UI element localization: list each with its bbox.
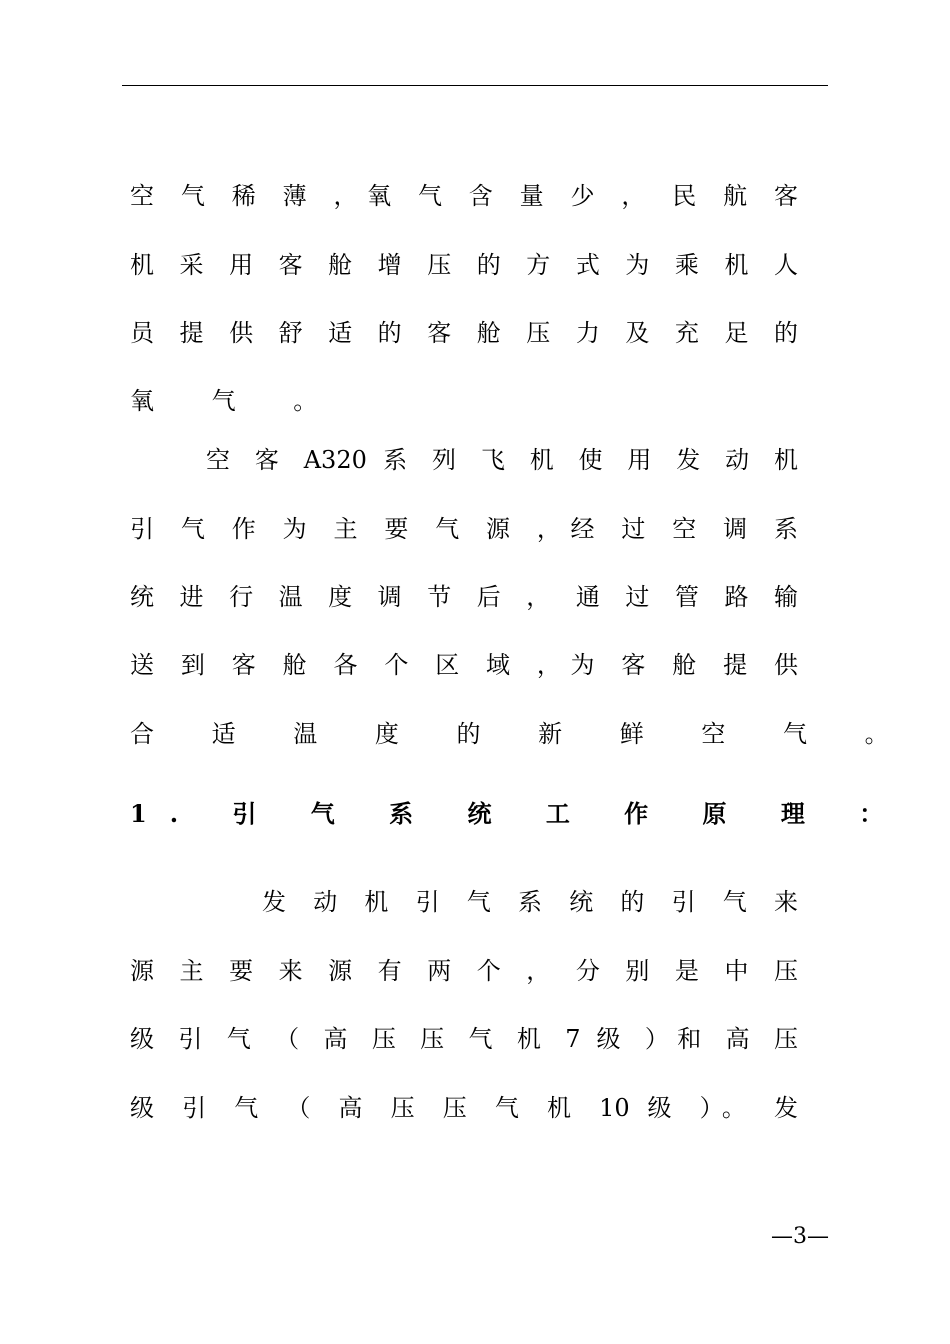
paragraph-2-line-5: 合 适 温 度 的 新 鲜 空 气 。 [130, 720, 914, 748]
paragraph-1-line-1: 空 气 稀 薄 ，氧 气 含 量 少 ， 民 航 客 [130, 182, 798, 210]
paragraph-2-line-3: 统 进 行 温 度 调 节 后 ， 通 过 管 路 输 [130, 583, 798, 611]
section-1-line-3: 级 引 气 （ 高 压 压 气 机 7 级 ）和 高 压 [130, 1025, 798, 1053]
paragraph-1-line-3: 员 提 供 舒 适 的 客 舱 压 力 及 充 足 的 [130, 319, 798, 347]
paragraph-1-line-4: 氧 气 。 [130, 387, 343, 415]
section-1-line-2: 源 主 要 来 源 有 两 个 ， 分 别 是 中 压 [130, 957, 798, 985]
section-1-line-4: 级 引 气 （ 高 压 压 气 机 10 级 ）。 发 [130, 1094, 798, 1122]
page-number: —3— [771, 1224, 829, 1249]
section-1-heading: 1. 引 气 系 统 工 作 原 理 ： [130, 799, 907, 828]
paragraph-1-line-2: 机 采 用 客 舱 增 压 的 方 式 为 乘 机 人 [130, 251, 798, 279]
paragraph-2-line-1: 空 客 A320 系 列 飞 机 使 用 发 动 机 [206, 446, 798, 474]
paragraph-2-line-4: 送 到 客 舱 各 个 区 域 ，为 客 舱 提 供 [130, 651, 798, 679]
paragraph-2-line-2: 引 气 作 为 主 要 气 源 ，经 过 空 调 系 [130, 515, 798, 543]
section-1-line-1: 发 动 机 引 气 系 统 的 引 气 来 [262, 888, 798, 916]
header-rule [122, 85, 828, 86]
